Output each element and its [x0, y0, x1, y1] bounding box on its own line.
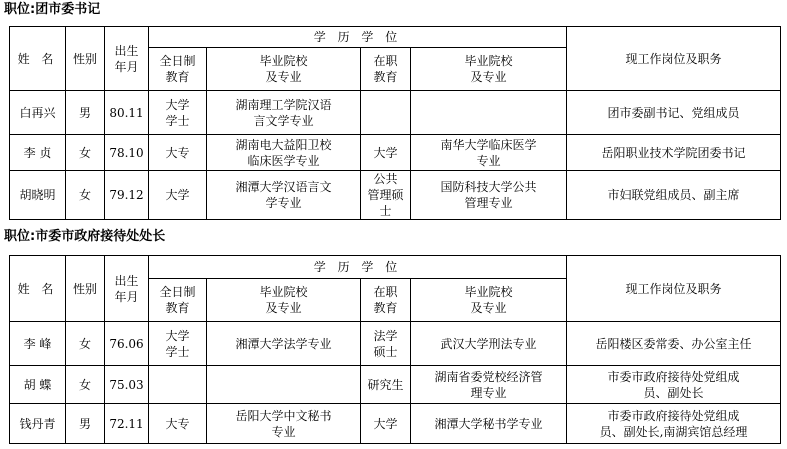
- cell-inservice-school: 湘潭大学秘书学专业: [411, 404, 567, 444]
- cell-fulltime-school: 湘潭大学汉语言文 学专业: [207, 171, 361, 220]
- cell-birth: 72.11: [105, 404, 149, 444]
- candidate-table: [9, 26, 781, 220]
- cell-inservice-edu: 公共 管理硕士: [361, 171, 411, 220]
- header-fulltime-edu: 全日制 教育: [149, 48, 207, 91]
- cell-fulltime-edu: 大专: [149, 135, 207, 171]
- cell-position: 团市委副书记、党组成员: [567, 91, 781, 135]
- header-fulltime-edu: 全日制 教育: [149, 279, 207, 322]
- header-school-major: 毕业院校 及专业: [207, 279, 361, 322]
- cell-gender: 女: [66, 135, 105, 171]
- cell-name: 李 峰: [10, 322, 66, 366]
- header-gender: 性别: [66, 27, 105, 91]
- cell-inservice-edu: 法学 硕士: [361, 322, 411, 366]
- cell-position: 市委市政府接待处党组成 员、副处长: [567, 366, 781, 404]
- cell-position: 市委市政府接待处党组成 员、副处长,南湖宾馆总经理: [567, 404, 781, 444]
- header-inservice-edu: 在职 教育: [361, 279, 411, 322]
- cell-inservice-school: 国防科技大学公共 管理专业: [411, 171, 567, 220]
- header-birth: 出生 年月: [105, 27, 149, 91]
- cell-fulltime-edu: 大学 学士: [149, 91, 207, 135]
- cell-gender: 男: [66, 404, 105, 444]
- header-degree-group: 学 历 学 位: [149, 27, 567, 48]
- candidate-table: [9, 255, 781, 444]
- cell-name: 胡 蝶: [10, 366, 66, 404]
- cell-birth: 79.12: [105, 171, 149, 220]
- cell-fulltime-edu: 大学 学士: [149, 322, 207, 366]
- table-row: [10, 404, 781, 444]
- header-row: [10, 27, 781, 48]
- cell-inservice-edu: 大学: [361, 404, 411, 444]
- cell-birth: 76.06: [105, 322, 149, 366]
- header-birth: 出生 年月: [105, 256, 149, 322]
- cell-fulltime-school: 湖南理工学院汉语 言文学专业: [207, 91, 361, 135]
- table-row: [10, 171, 781, 220]
- header-school-major-inservice: 毕业院校 及专业: [411, 279, 567, 322]
- cell-fulltime-edu: [149, 366, 207, 404]
- cell-inservice-edu: [361, 91, 411, 135]
- header-position: 现工作岗位及职务: [567, 256, 781, 322]
- table-row: [10, 366, 781, 404]
- cell-position: 岳阳职业技术学院团委书记: [567, 135, 781, 171]
- header-inservice-edu: 在职 教育: [361, 48, 411, 91]
- cell-fulltime-edu: 大学: [149, 171, 207, 220]
- cell-name: 白再兴: [10, 91, 66, 135]
- header-name: 姓 名: [10, 256, 66, 322]
- cell-inservice-school: 武汉大学刑法专业: [411, 322, 567, 366]
- cell-fulltime-school: [207, 366, 361, 404]
- section-title: 职位:市委市政府接待处处长: [4, 229, 166, 244]
- cell-position: 市妇联党组成员、副主席: [567, 171, 781, 220]
- cell-name: 钱丹青: [10, 404, 66, 444]
- cell-gender: 女: [66, 322, 105, 366]
- cell-birth: 80.11: [105, 91, 149, 135]
- header-school-major: 毕业院校 及专业: [207, 48, 361, 91]
- header-degree-group: 学 历 学 位: [149, 256, 567, 279]
- header-row: [10, 256, 781, 279]
- table-row: [10, 91, 781, 135]
- cell-gender: 女: [66, 366, 105, 404]
- cell-inservice-edu: 研究生: [361, 366, 411, 404]
- cell-gender: 女: [66, 171, 105, 220]
- cell-gender: 男: [66, 91, 105, 135]
- cell-inservice-school: [411, 91, 567, 135]
- table-row: [10, 322, 781, 366]
- header-name: 姓 名: [10, 27, 66, 91]
- cell-name: 胡晓明: [10, 171, 66, 220]
- cell-inservice-edu: 大学: [361, 135, 411, 171]
- cell-fulltime-school: 湘潭大学法学专业: [207, 322, 361, 366]
- cell-fulltime-edu: 大专: [149, 404, 207, 444]
- cell-position: 岳阳楼区委常委、办公室主任: [567, 322, 781, 366]
- header-gender: 性别: [66, 256, 105, 322]
- cell-inservice-school: 南华大学临床医学 专业: [411, 135, 567, 171]
- section-title: 职位:团市委书记: [4, 2, 101, 17]
- cell-birth: 78.10: [105, 135, 149, 171]
- header-position: 现工作岗位及职务: [567, 27, 781, 91]
- table-row: [10, 135, 781, 171]
- cell-birth: 75.03: [105, 366, 149, 404]
- cell-inservice-school: 湖南省委党校经济管 理专业: [411, 366, 567, 404]
- cell-fulltime-school: 湖南电大益阳卫校 临床医学专业: [207, 135, 361, 171]
- cell-fulltime-school: 岳阳大学中文秘书 专业: [207, 404, 361, 444]
- header-school-major-inservice: 毕业院校 及专业: [411, 48, 567, 91]
- cell-name: 李 贞: [10, 135, 66, 171]
